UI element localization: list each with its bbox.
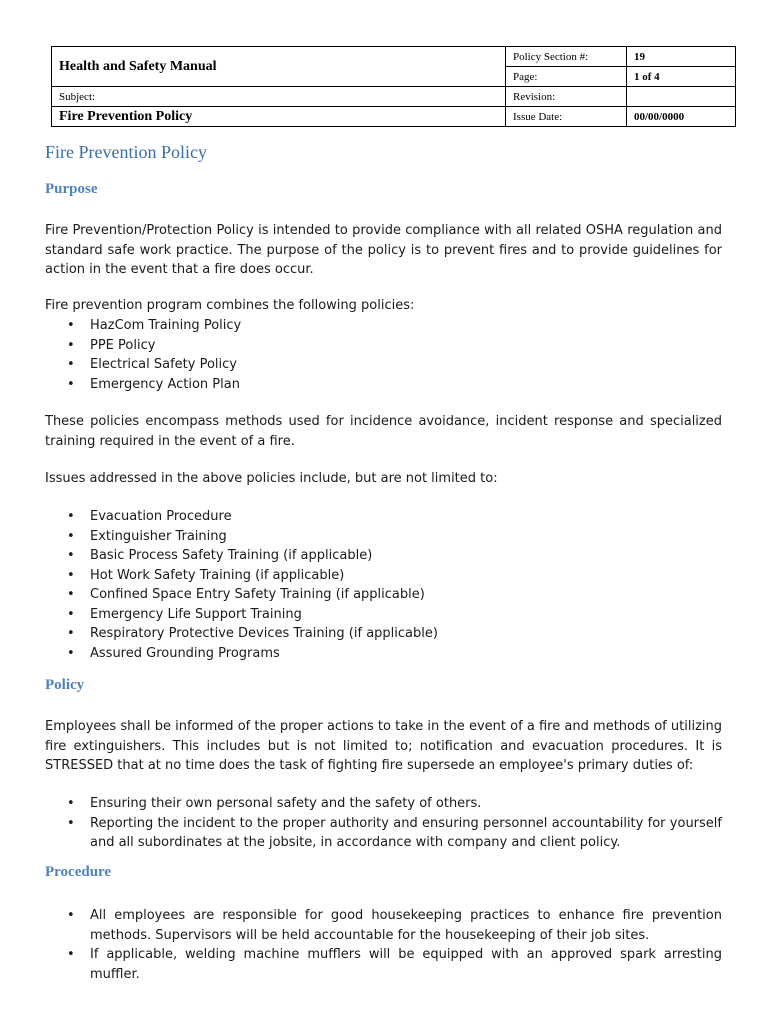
bullet-icon: • <box>67 815 75 831</box>
program-list <box>45 316 722 394</box>
bullet-icon: • <box>67 357 75 372</box>
list-item: • Basic Process Safety Training (if applicable) <box>45 546 722 566</box>
bullet-icon: • <box>67 548 75 563</box>
list-item: • Electrical Safety Policy <box>45 355 722 375</box>
revision-value <box>627 87 736 107</box>
issue-date-value: 00/00/0000 <box>627 107 736 127</box>
list-item: • Respiratory Protective Devices Training (if applicable) <box>45 624 722 644</box>
policy-paragraph: Employees shall be informed of the proper actions to take in the event of a fire and methods of utilizing fire extinguishers. This includes but is not limited to; notification and evacuation procedures. It is STRESSED that at no time does the task of fighting fire supersede an employee's primary duties of: <box>45 719 722 773</box>
issue-date-label: Issue Date: <box>506 107 627 127</box>
bullet-icon: • <box>67 528 75 544</box>
bullet-icon: • <box>67 908 75 923</box>
policy-list <box>45 794 722 853</box>
issues-intro: Issues addressed in the above policies include, but are not limited to: <box>45 471 498 486</box>
bullet-icon: • <box>67 947 75 962</box>
document-header-table <box>51 46 736 127</box>
revision-label: Revision: <box>506 87 627 107</box>
program-intro: Fire prevention program combines the following policies: <box>45 298 415 313</box>
bullet-icon: • <box>67 509 75 524</box>
bullet-icon: • <box>67 318 75 333</box>
procedure-list <box>45 906 722 984</box>
list-item: • Reporting the incident to the proper authority and ensuring personnel accountability for yourself and all subordinates at the jobsite, in accordance with company and client policy. <box>67 815 722 850</box>
issues-list <box>45 507 722 663</box>
policy-section-value: 19 <box>627 47 736 67</box>
list-item: • HazCom Training Policy <box>45 316 722 336</box>
bullet-icon: • <box>67 567 75 583</box>
list-item: • Ensuring their own personal safety and the safety of others. <box>45 794 722 814</box>
policy-section-label: Policy Section #: <box>506 47 627 67</box>
bullet-icon: • <box>67 587 75 602</box>
bullet-icon: • <box>67 606 75 622</box>
list-item: • Assured Grounding Programs <box>45 644 722 664</box>
document-title: Fire Prevention Policy <box>45 142 207 162</box>
list-item: • Emergency Action Plan <box>45 375 722 395</box>
bullet-icon: • <box>67 645 75 661</box>
purpose-paragraph: Fire Prevention/Protection Policy is intended to provide compliance with all related OSHA regulation and standard safe work practice. The purpose of the policy is to prevent fires and to provide guidelines for action in the event that a fire does occur. <box>45 223 722 277</box>
page-value: 1 of 4 <box>627 67 736 87</box>
list-item: • PPE Policy <box>45 336 722 356</box>
list-item: • Emergency Life Support Training <box>45 605 722 625</box>
list-item: • Hot Work Safety Training (if applicable) <box>45 566 722 586</box>
list-item: • If applicable, welding machine mufflers will be equipped with an approved spark arresting muffler. <box>67 947 722 982</box>
encompass-paragraph: These policies encompass methods used for incidence avoidance, incident response and specialized training required in the event of a fire. <box>45 414 722 449</box>
bullet-icon: • <box>67 376 75 392</box>
list-item: • Evacuation Procedure <box>45 507 722 527</box>
list-item: • Extinguisher Training <box>45 527 722 547</box>
bullet-icon: • <box>67 796 75 811</box>
procedure-heading: Procedure <box>45 864 112 880</box>
bullet-icon: • <box>67 626 75 641</box>
list-item: • Confined Space Entry Safety Training (if applicable) <box>45 585 722 605</box>
policy-heading: Policy <box>45 677 85 693</box>
page-label: Page: <box>506 67 627 87</box>
bullet-icon: • <box>67 337 75 353</box>
subject-value: Fire Prevention Policy <box>52 107 506 127</box>
manual-title: Health and Safety Manual <box>52 47 506 87</box>
subject-label: Subject: <box>52 87 506 107</box>
purpose-heading: Purpose <box>45 181 98 197</box>
list-item: • All employees are responsible for good housekeeping practices to enhance fire prevention methods. Supervisors will be held accountable for the housekeeping of their job sites. <box>67 908 722 943</box>
